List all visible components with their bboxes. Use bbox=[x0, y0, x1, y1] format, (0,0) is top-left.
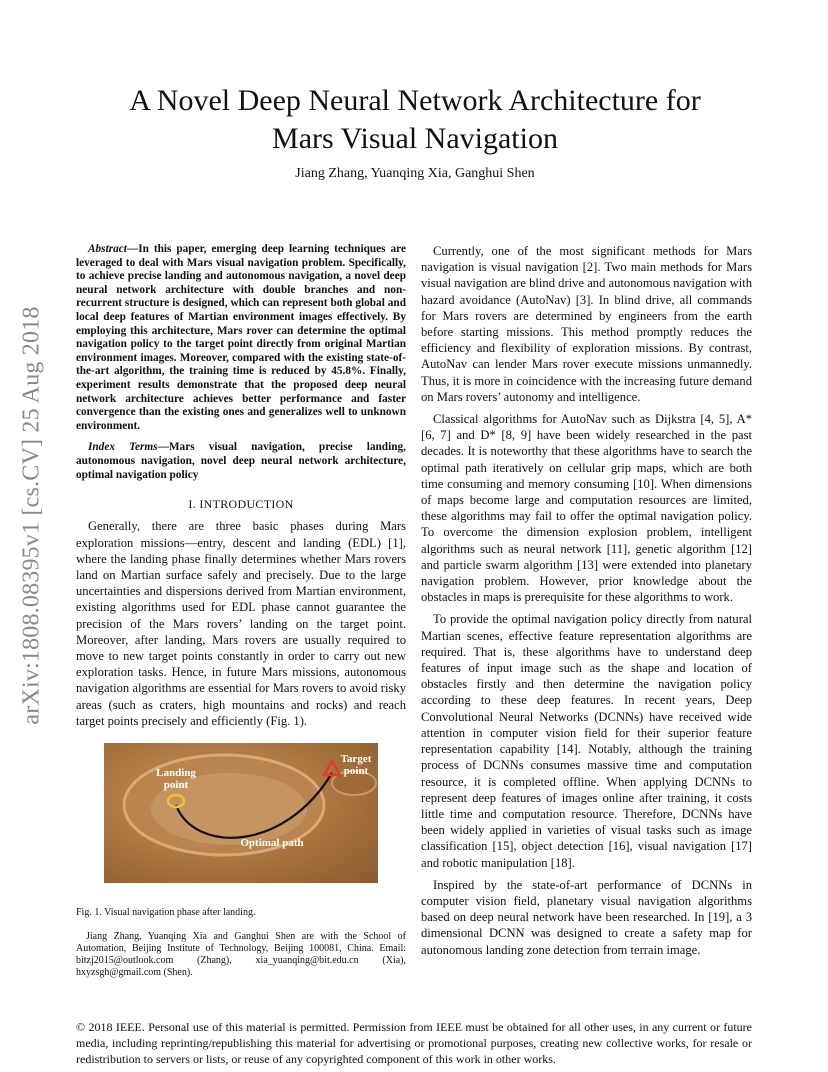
index-terms-lead: Index Terms bbox=[88, 441, 158, 454]
authors: Jiang Zhang, Yuanqing Xia, Ganghui Shen bbox=[295, 166, 535, 181]
figure-1-mars-terrain bbox=[104, 743, 378, 883]
section-heading-introduction: I. INTRODUCTION bbox=[188, 497, 294, 512]
abstract bbox=[76, 243, 406, 433]
body-paragraph-3: To provide the optimal navigation policy directly from natural Martian scenes, effective feature representation algorithms are required. That is, these algorithms have to understand deep features of input image such as the shape and location of obstacles firstly and then determine the navigation policy according to these deep features. In recent years, Deep Convolutional Neural Networks (DCNNs) have received wide attention in computer vision field for their superior feature representation capability [14]. Notably, although the training process of DCNNs consumes massive time and computation resource, it is completed offline. When applying DCNNs to represent deep features of images online after training, it costs little time and computation resource. Therefore, DCNNs have been widely applied in varieties of visual tasks such as image classification [15], object detection [16], visual navigation [17] and robotic manipulation [18]. bbox=[421, 612, 752, 870]
landing-point-label: Landing point bbox=[156, 766, 196, 791]
body-paragraph-2: Classical algorithms for AutoNav such as Dijkstra [4, 5], A* [6, 7] and D* [8, 9] have been widely researched in the past decades. It is noteworthy that these algorithms have to search the optimal path iteratively on cellular grip maps, which are both time consuming and memory consuming [10]. When dimensions of maps become large and computation resources are limited, these algorithms may fail to offer the optimal navigation policy. To overcome the dimension explosion problem, intelligent algorithms such as neural network [11], genetic algorithm [12] and particle swarm algorithm [13] were extended into planetary navigation problem. However, prior knowledge about the obstacles in maps is prerequisite for these algorithms to work. bbox=[421, 412, 752, 605]
title-line-1: A Novel Deep Neural Network Architecture for bbox=[129, 84, 701, 117]
author-footnote: Jiang Zhang, Yuanqing Xia and Ganghui Shen are with the School of Automation, Beijing Institute of Technology, Beijing 100081, China. Email: bitzj2015@outlook.com (Zhang), xia_yuanqing@bit.edu.cn (Xia), hxyzsgh@gmail.com (Shen). bbox=[76, 931, 406, 979]
arxiv-id: arXiv:1808.08395v1 [cs.CV] 25 Aug 2018 bbox=[18, 305, 45, 725]
abstract-body: —In this paper, emerging deep learning techniques are leveraged to deal with Mars visual navigation problem. Specifically, to achieve precise landing and autonomous navigation, a novel deep neural network architecture with double branches and non-recurrent structure is designed, which can represent both global and local deep features of Martian environment images effectively. By employing this architecture, Mars rover can determine the optimal navigation policy to the target point directly from original Martian environment images. Moreover, compared with the existing state-of-the-art algorithm, the training time is reduced by 45.8%. Finally, experiment results demonstrate that the proposed deep neural network architecture achieves better performance and faster convergence than the existing ones and generalizes well to unknown environment. bbox=[76, 243, 406, 432]
figure-1-caption: Fig. 1. Visual navigation phase after landing. bbox=[76, 906, 256, 918]
optimal-path-label: Optimal path bbox=[240, 836, 304, 849]
index-terms-body: —Mars visual navigation, precise landing, autonomous navigation, novel deep neural network architecture, optimal navigation policy bbox=[76, 441, 406, 481]
intro-paragraph-1: Generally, there are three basic phases during Mars exploration missions—entry, descent and landing (EDL) [1], where the landing phase finally determines whether Mars rovers land on Martian surface safely and precisely. Due to the large uncertainties and dispersions derived from Martian environment, existing algorithms used for EDL phase cannot guarantee the precision of the Mars rovers’ landing on the target point. Moreover, after landing, Mars rovers are usually required to move to new target points constantly in order to carry out new exploration tasks. Hence, in future Mars missions, autonomous navigation algorithms are essential for Mars rovers to avoid risky areas (such as craters, high mountains and rocks) and reach target points precisely and efficiently (Fig. 1). bbox=[76, 519, 406, 728]
arxiv-watermark bbox=[20, 270, 44, 760]
index-terms bbox=[76, 441, 406, 482]
body-paragraph-4: Inspired by the state-of-art performance of DCNNs in computer vision field, planetary visual navigation algorithms based on deep neural network have been researched. In [19], a 3 dimensional DCNN was designed to create a safety map for autonomous landing zone detection from terrain image. bbox=[421, 877, 752, 957]
body-paragraph-1: Currently, one of the most significant methods for Mars navigation is visual navigation [2]. Two main methods for Mars visual navigation are blind drive and autonomous navigation with hazard avoidance (AutoNav) [3]. In blind drive, all commands for Mars rovers are determined by engineers from the earth before starting missions. This method promptly reduces the efficiency and flexibility of exploration missions. By contrast, AutoNav can lender Mars rover execute missions unmannedly. Thus, it is more in coincidence with the increasing future demand on Mars rovers’ autonomy and intelligence. bbox=[421, 244, 752, 404]
title-line-2: Mars Visual Navigation bbox=[272, 122, 558, 155]
left-column bbox=[76, 243, 406, 979]
paper-title bbox=[80, 82, 750, 158]
abstract-lead: Abstract bbox=[88, 243, 127, 255]
target-point-label: Target point bbox=[340, 752, 372, 777]
copyright-notice: © 2018 IEEE. Personal use of this material is permitted. Permission from IEEE must be obtained for all other uses, in any current or future media, including reprinting/republishing this material for advertising or promotional purposes, creating new collective works, for resale or redistribution to servers or lists, or reuse of any copyrighted component of this work in other works. bbox=[76, 1020, 752, 1066]
right-column bbox=[421, 243, 752, 964]
